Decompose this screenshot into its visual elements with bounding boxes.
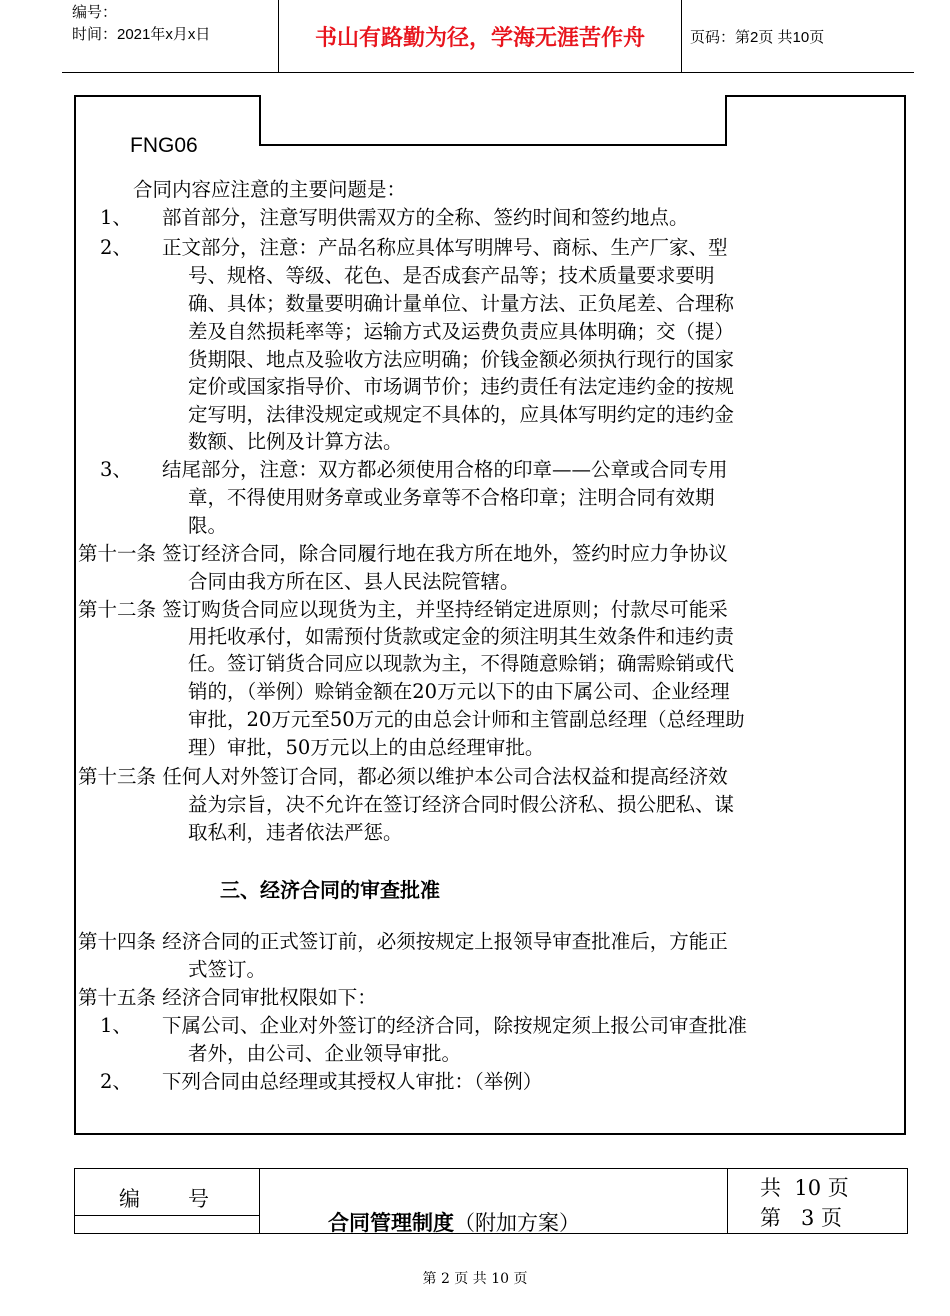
- body-line: 2、: [100, 236, 132, 259]
- footer-title-rest: （附加方案）: [454, 1211, 580, 1235]
- body-line: 益为宗旨，决不允许在签订经济合同时假公济私、损公肥私、谋: [188, 793, 735, 816]
- footer-number-cell: [75, 1169, 260, 1233]
- body-line: 定价或国家指导价、市场调节价；违约责任有法定违约金的按规: [188, 375, 735, 398]
- body-line: 3、: [100, 458, 132, 481]
- document-code: FNG06: [130, 134, 198, 157]
- footer-total-pages: 共 10 页: [760, 1176, 849, 1200]
- body-line: 第十五条 经济合同审批权限如下：: [78, 986, 377, 1009]
- page-header: [62, 0, 914, 73]
- time-label: 时间：2021年x月x日: [72, 26, 211, 43]
- body-line: 货期限、地点及验收方法应明确；价钱金额必须执行现行的国家: [188, 348, 735, 371]
- page-footer: 第 2 页 共 10 页: [422, 1271, 528, 1287]
- body-line: 第十三条 任何人对外签订合同，都必须以维护本公司合法权益和提高经济效: [78, 765, 728, 788]
- footer-table: [74, 1168, 908, 1234]
- body-line: 第十一条 签订经济合同，除合同履行地在我方所在地外，签约时应力争协议: [78, 542, 728, 565]
- body-line: 第十四条 经济合同的正式签订前，必须按规定上报领导审查批准后，方能正: [78, 930, 728, 953]
- footer-page-cell: [760, 1173, 849, 1233]
- motto: 书山有路勤为径，学海无涯苦作舟: [278, 0, 682, 72]
- body-line: 取私利，违者依法严惩。: [188, 821, 403, 844]
- body-line: 1、: [100, 206, 132, 229]
- footer-number-label: 编号: [119, 1187, 257, 1211]
- body-line: 用托收承付，如需预付货款或定金的须注明其生效条件和违约责: [188, 625, 735, 648]
- body-line: 下属公司、企业对外签订的经济合同，除按规定须上报公司审查批准: [162, 1014, 748, 1037]
- body-line: 合同由我方所在区、县人民法院管辖。: [188, 570, 520, 593]
- body-line: 号、规格、等级、花色、是否成套产品等；技术质量要求要明: [188, 264, 715, 287]
- body-line: 差及自然损耗率等；运输方式及运费负责应具体明确；交（提）: [188, 320, 735, 343]
- divider: [75, 1215, 259, 1216]
- body-line: 数额、比例及计算方法。: [188, 430, 403, 453]
- body-line: 理）审批，50万元以上的由总经理审批。: [188, 736, 545, 759]
- body-line: 者外，由公司、企业领导审批。: [188, 1042, 462, 1065]
- body-line: 章，不得使用财务章或业务章等不合格印章；注明合同有效期: [188, 486, 715, 509]
- body-line: 销的，（举例）赊销金额在20万元以下的由下属公司、企业经理: [188, 680, 730, 703]
- body-line: 定写明，法律没规定或规定不具体的，应具体写明约定的违约金: [188, 403, 735, 426]
- body-line: 正文部分，注意：产品名称应具体写明牌号、商标、生产厂家、型: [162, 236, 728, 259]
- header-left-cell: [72, 2, 210, 46]
- body-line: 2、: [100, 1070, 132, 1093]
- page-info: 页码：第2页 共10页: [690, 29, 825, 46]
- number-label: 编号：: [72, 4, 118, 21]
- body-line: 式签订。: [188, 958, 267, 981]
- frame-title-box: [259, 95, 727, 146]
- body-line: 第十二条 签订购货合同应以现货为主，并坚持经销定进原则；付款尽可能采: [78, 598, 728, 621]
- body-line: 确、具体；数量要明确计量单位、计量方法、正负尾差、合理称: [188, 292, 735, 315]
- footer-current-page: 第 3 页: [760, 1206, 843, 1230]
- body-line: 结尾部分，注意：双方都必须使用合格的印章——公章或合同专用: [162, 458, 728, 481]
- section-heading: 三、经济合同的审查批准: [220, 878, 440, 902]
- footer-title-bold: 合同管理制度: [328, 1211, 454, 1235]
- body-line: 下列合同由总经理或其授权人审批：（举例）: [162, 1070, 543, 1093]
- body-line: 审批，20万元至50万元的由总会计师和主管副总经理（总经理助: [188, 708, 745, 731]
- body-line: 1、: [100, 1014, 132, 1037]
- body-line: 合同内容应注意的主要问题是：: [133, 178, 407, 201]
- footer-title-cell: [260, 1169, 728, 1233]
- footer-title: [328, 1207, 580, 1237]
- body-line: 任。签订销货合同应以现款为主，不得随意赊销；确需赊销或代: [188, 652, 735, 675]
- body-line: 限。: [188, 514, 228, 537]
- body-line: 部首部分，注意写明供需双方的全称、签约时间和签约地点。: [162, 206, 689, 229]
